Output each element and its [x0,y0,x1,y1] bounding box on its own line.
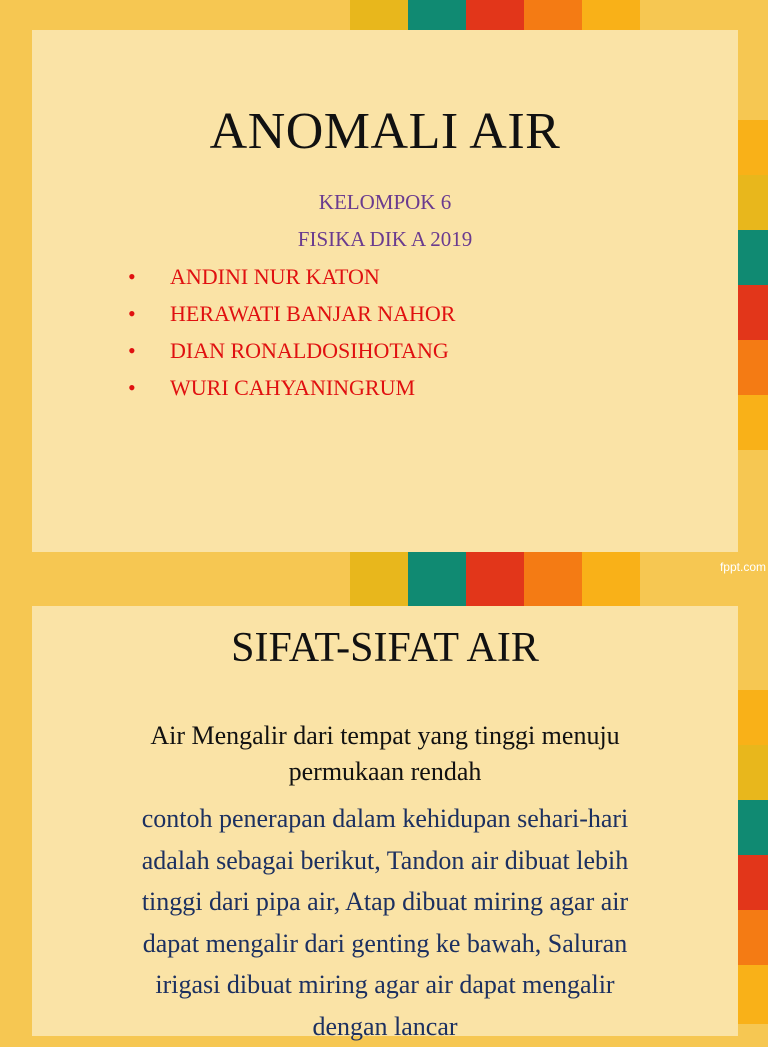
group-name: KELOMPOK 6 [32,190,738,215]
member-name: DIAN RONALDOSIHOTANG [170,338,449,363]
body-line: dengan lancar [32,1006,738,1047]
member-list [128,261,455,409]
list-item [128,335,455,372]
class-name: FISIKA DIK A 2019 [32,227,738,252]
member-name: ANDINI NUR KATON [170,264,380,289]
lead-line: Air Mengalir dari tempat yang tinggi menuju [32,718,738,754]
body-line: adalah sebagai berikut, Tandon air dibuat lebih [32,840,738,882]
member-name: HERAWATI BANJAR NAHOR [170,301,455,326]
list-item [128,372,455,409]
title-slide [32,30,738,552]
body-line: irigasi dibuat miring agar air dapat mengalir [32,964,738,1006]
slide-title: SIFAT-SIFAT AIR [32,624,738,672]
watermark: fppt.com [720,560,766,574]
lead-statement [32,718,738,790]
body-paragraph [32,798,738,1047]
bullet-icon: • [128,261,136,293]
slide-title: ANOMALI AIR [32,102,738,161]
bullet-icon: • [128,298,136,330]
bullet-icon: • [128,372,136,404]
content-slide [32,606,738,1036]
body-line: contoh penerapan dalam kehidupan sehari-hari [32,798,738,840]
bullet-icon: • [128,335,136,367]
body-line: dapat mengalir dari genting ke bawah, Saluran [32,923,738,965]
list-item [128,261,455,298]
member-name: WURI CAHYANINGRUM [170,375,415,400]
list-item [128,298,455,335]
body-line: tinggi dari pipa air, Atap dibuat miring agar air [32,881,738,923]
lead-line: permukaan rendah [32,754,738,790]
